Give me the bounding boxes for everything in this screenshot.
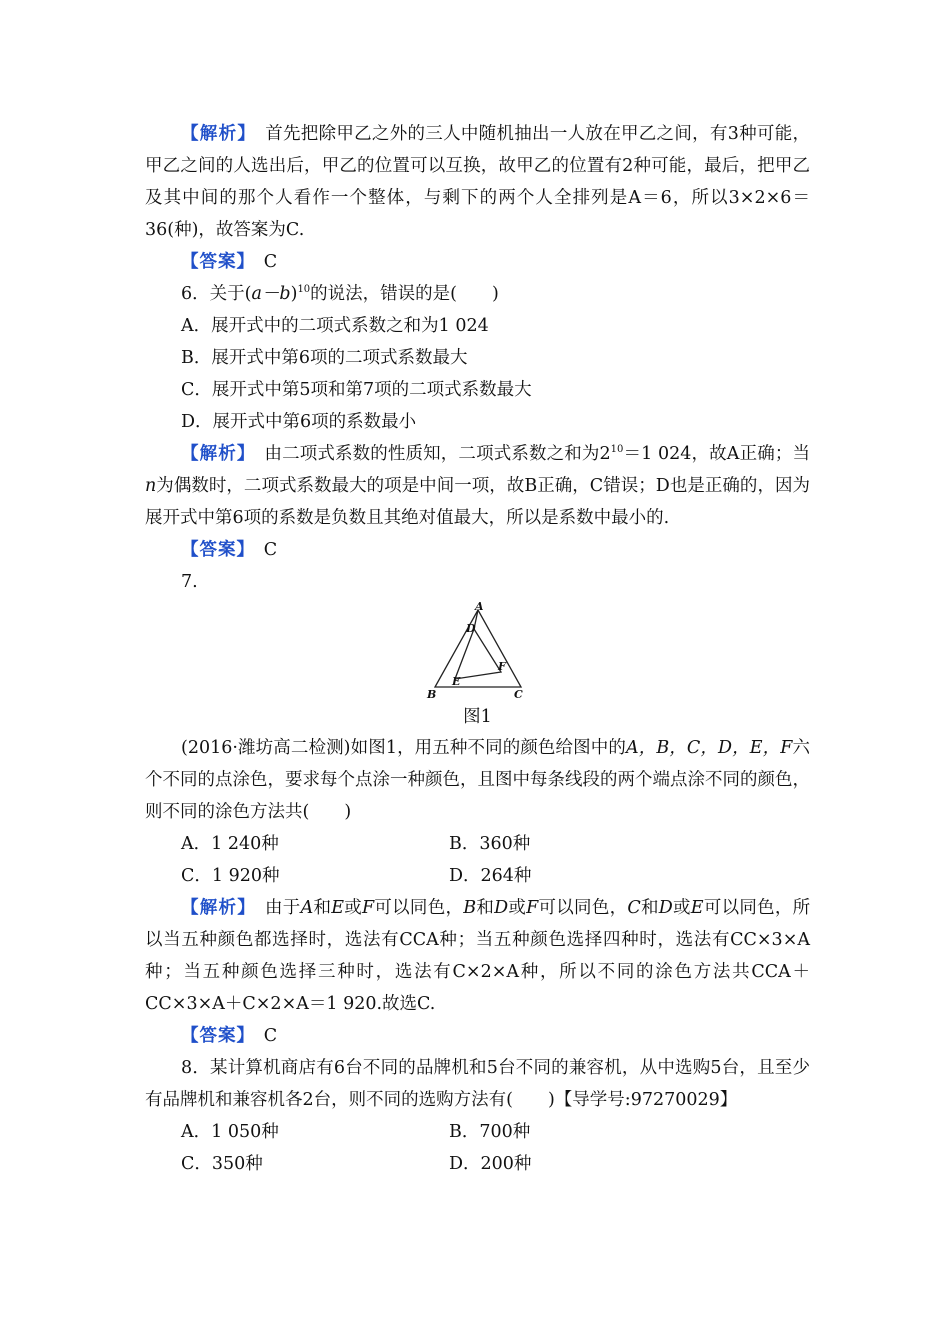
var: A [300,898,314,918]
analysis-text: 和 [476,898,495,918]
q6-stem: 6．关于$(a-b)^{10}$的说法，错误的是( ) [181,284,499,304]
analysis-tag: 【解析】 [181,124,248,144]
stem-exponent: 10 [297,284,311,296]
q7-stem [145,732,810,828]
answer-value: C [263,540,278,560]
stem-variable: a－b [251,284,291,304]
analysis-text: 和 [640,898,659,918]
analysis-text: 或 [672,898,691,918]
stem-text: 的说法，错误的是( ) [310,284,499,304]
analysis-tag: 【解析】 [181,444,247,464]
stem-text: 六个不同的点涂色，要求每个点涂一种颜色，且图中每条线段的两个端点涂不同的颜色，则不同的涂色方法共( ) [145,738,811,822]
figure-caption: 图1 [463,707,492,727]
label-a: A [474,602,484,613]
label-c: C [513,688,523,701]
q7-option-a: A．1 240种 [181,834,279,854]
analysis-text: 可以同色， [538,898,628,918]
q8-option-b: B．700种 [449,1122,531,1142]
analysis-text: 首先把除甲乙之外的三人中随机抽出一人放在甲乙之间，有3种可能，甲乙之间的人选出后，甲乙的位置可以互换，故甲乙的位置有2种可能，最后，把甲乙及其中间的那个人看作一个整体，与剩下的两个人全排列是A＝6，所以3×2×6＝36(种)，故答案为C. [145,124,811,240]
q8-options-row-2 [145,1148,810,1180]
answer-value: C [263,1026,278,1046]
q8-stem [145,1052,810,1116]
q5-analysis [145,118,810,246]
analysis-variable: n [145,476,157,496]
analysis-text: 或 [508,898,527,918]
label-e: E [451,675,460,688]
var: D [494,898,509,918]
var: B [463,898,477,918]
triangle-diagram [423,602,533,702]
q7-options-row-2 [145,860,810,892]
guide-number: 【导学号:97270029】 [554,1090,738,1110]
q7-options-row-1 [145,828,810,860]
analysis-tag: 【解析】 [181,898,248,918]
q7-option-b: B．360种 [449,834,531,854]
q7-analysis [145,892,810,1020]
analysis-text: ＝1 024，故A正确；当 [623,444,810,464]
var: C [627,898,641,918]
var: E [690,898,704,918]
var: D [658,898,673,918]
q8-option-d: D．200种 [449,1154,532,1174]
stem-variables: A，B，C，D，E，F [625,738,793,758]
triangle-figure [145,602,810,702]
q7-option-c: C．1 920种 [181,866,280,886]
q6-option-d: D．展开式中第6项的系数最小 [181,412,417,432]
answer-tag: 【答案】 [181,540,247,560]
analysis-text: 为偶数时，二项式系数最大的项是中间一项，故B正确，C错误；D也是正确的，因为展开式中第6项的系数是负数且其绝对值最大，所以是系数中最小的. [145,476,810,528]
q6-option-a: A．展开式中的二项式系数之和为1 024 [181,316,489,336]
q5-answer [145,246,810,278]
q8-option-c: C．350种 [181,1154,263,1174]
answer-value: C [263,252,278,272]
stem-source: (2016·潍坊高二检测) [181,738,351,758]
label-b: B [426,688,436,701]
q8-options-row-1 [145,1116,810,1148]
q6-analysis [145,438,810,534]
document-page [145,118,810,1180]
stem-text: 某计算机商店有6台不同的品牌机和5台不同的兼容机，从中选购5台，且至少有品牌机和兼容机各2台，则不同的选购方法有( ) [145,1058,810,1110]
q7-option-d: D．264种 [449,866,532,886]
inner-triangle [455,629,501,679]
var: F [362,898,375,918]
question-number: 8． [181,1058,211,1078]
analysis-text: 或 [344,898,363,918]
analysis-text: 可以同色，所以当五种颜色都选择时，选法有CCA种；当五种颜色选择四种时，选法有CC×3×A种；当五种颜色选择三种时，选法有C×2×A种，所以不同的涂色方法共CCA＋CC×3×A＋C×2×A＝1 920.故选C. [145,898,811,1014]
analysis-exponent: 10 [610,444,624,456]
q6-answer [145,534,810,566]
answer-tag: 【答案】 [181,1026,247,1046]
q6-option-c: C．展开式中第5项和第7项的二项式系数最大 [181,380,532,400]
var: F [526,898,539,918]
analysis-text: 由于 [265,898,301,918]
q8-option-a: A．1 050种 [181,1122,279,1142]
q7-number: 7. [181,572,198,592]
analysis-text: 可以同色， [374,898,464,918]
label-d: D [465,622,476,635]
var: E [331,898,344,918]
analysis-text: 和 [313,898,332,918]
label-f: F [497,660,506,673]
q6-option-b: B．展开式中第6项的二项式系数最大 [181,348,468,368]
q7-answer [145,1020,810,1052]
question-number: 6． [181,284,210,304]
analysis-text: 由二项式系数的性质知，二项式系数之和为2 [264,444,611,464]
answer-tag: 【答案】 [181,252,247,272]
stem-text: 关于( [209,284,252,304]
stem-text: 如图1，用五种不同的颜色给图中的 [350,738,626,758]
